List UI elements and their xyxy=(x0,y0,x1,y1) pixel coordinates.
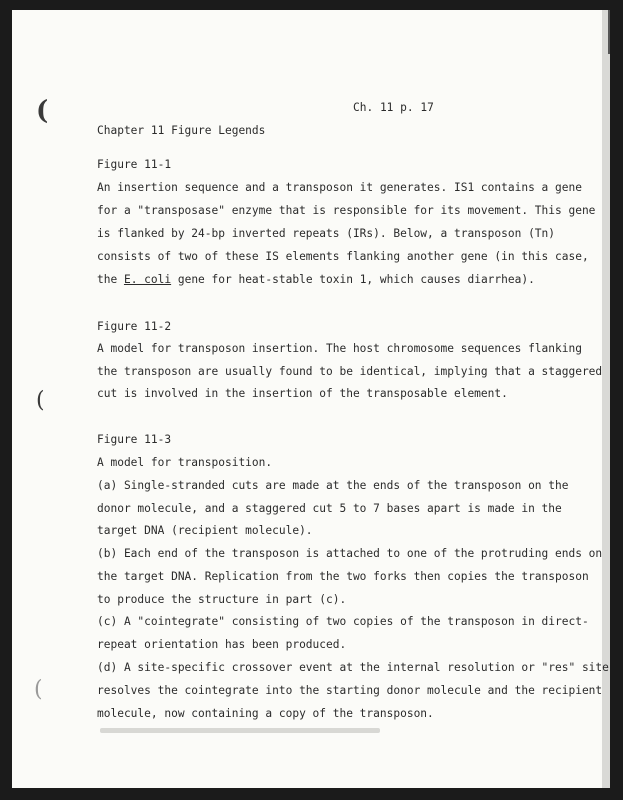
figure-11-2-heading: Figure 11-2 xyxy=(97,320,172,333)
figure-11-3-line: A model for transposition. xyxy=(97,456,273,469)
figure-11-3-line: target DNA (recipient molecule). xyxy=(97,524,313,537)
figure-11-3-line: (c) A "cointegrate" consisting of two copies of the transposon in direct- xyxy=(97,615,589,628)
figure-11-3-heading: Figure 11-3 xyxy=(97,433,172,446)
scan-smudge xyxy=(100,728,380,733)
species-name: E. coli xyxy=(123,273,172,286)
binder-hole-mark-middle: ( xyxy=(36,388,45,413)
figure-11-1-text: the xyxy=(97,273,124,286)
figure-11-2-line: the transposon are usually found to be identical, implying that a staggered xyxy=(97,365,603,378)
figure-11-3-line: to produce the structure in part (c). xyxy=(97,593,347,606)
figure-11-3-line: donor molecule, and a staggered cut 5 to 7 bases apart is made in the xyxy=(97,502,562,515)
figure-11-1-last-line xyxy=(97,273,535,286)
figure-11-3-line: the target DNA. Replication from the two forks then copies the transposon xyxy=(97,570,589,583)
page-title: Chapter 11 Figure Legends xyxy=(97,124,266,137)
figure-11-3-line: resolves the cointegrate into the starting donor molecule and the recipient xyxy=(97,684,603,697)
figure-11-3-line: molecule, now containing a copy of the transposon. xyxy=(97,707,434,720)
figure-11-1-line: An insertion sequence and a transposon it generates. IS1 contains a gene xyxy=(97,181,582,194)
figure-11-3-line: repeat orientation has been produced. xyxy=(97,638,347,651)
corner-mark xyxy=(608,10,610,54)
figure-11-3-line: (a) Single-stranded cuts are made at the ends of the transposon on the xyxy=(97,479,569,492)
binder-hole-mark-bottom: ( xyxy=(34,677,43,702)
figure-11-1-line: for a "transposase" enzyme that is responsible for its movement. This gene xyxy=(97,204,596,217)
figure-11-1-line: consists of two of these IS elements flanking another gene (in this case, xyxy=(97,250,589,263)
figure-11-1-text: gene for heat-stable toxin 1, which causes diarrhea). xyxy=(171,273,535,286)
figure-11-1-line: is flanked by 24-bp inverted repeats (IRs). Below, a transposon (Tn) xyxy=(97,227,556,240)
figure-11-2-line: cut is involved in the insertion of the transposable element. xyxy=(97,387,508,400)
figure-11-3-line: (b) Each end of the transposon is attached to one of the protruding ends on xyxy=(97,547,603,560)
figure-11-3-line: (d) A site-specific crossover event at the internal resolution or "res" site xyxy=(97,661,609,674)
binder-hole-mark-top: ( xyxy=(36,96,49,126)
page-reference: Ch. 11 p. 17 xyxy=(353,101,434,114)
figure-11-1-heading: Figure 11-1 xyxy=(97,158,172,171)
document-page xyxy=(12,10,610,788)
figure-11-2-line: A model for transposon insertion. The host chromosome sequences flanking xyxy=(97,342,582,355)
